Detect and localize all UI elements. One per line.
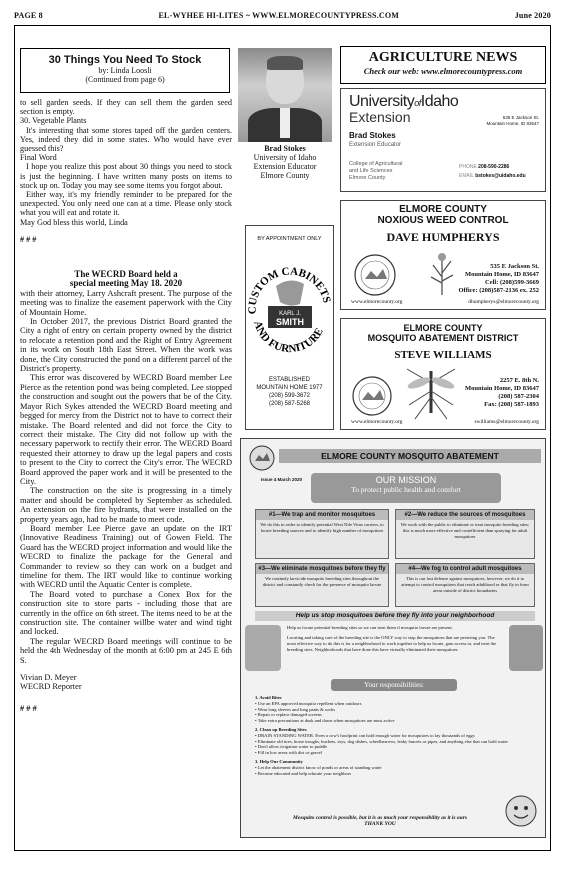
wecrd-title-line1: The WECRD Board held a [74, 269, 178, 279]
college-line: and Life Sciences [349, 168, 393, 174]
noxious-weed-ad [340, 200, 546, 310]
hand-illustration [276, 280, 304, 305]
wecrd-article [20, 270, 232, 713]
contact-name: STEVE WILLIAMS [394, 349, 492, 361]
tire-photo [245, 625, 281, 671]
abatement-contact [465, 377, 539, 409]
card-name: Brad Stokes [349, 131, 396, 140]
paragraph: The Board voted to purchase a Conex Box for the construction site to store parts - including those that are currently in the office on 6th street. The items need to be at the construction site. The container willbe water and wind tight and locked. [20, 589, 232, 637]
established-city: MOUNTAIN HOME 1977 [256, 385, 323, 391]
portrait-photo [238, 48, 332, 142]
fax-number: Fax: (208) 587-1893 [484, 401, 539, 408]
masthead-title: EL-WYHEE HI-LITES ~ WWW.ELMORECOUNTYPRESS.COM [158, 10, 400, 20]
mission-item-title: #3—We eliminate mosquitoes before they fly [256, 564, 388, 574]
phone-number: Cell: (208)599-3669 [485, 279, 539, 286]
county-seal-icon [351, 375, 393, 417]
reporter-name: Vivian D. Meyer [20, 673, 77, 683]
cabinets-logo [246, 246, 333, 366]
section-title: AGRICULTURE NEWS [368, 50, 518, 65]
page-header [14, 8, 551, 22]
paragraph: I hope you realize this post about 30 things you need to stock is just the beginning. I have written many posts on items to stock up on. Today you may see some items you forgot about. [20, 162, 232, 190]
mission-item-3 [255, 563, 389, 607]
article-title: 30 Things You Need To Stock [48, 54, 202, 66]
responsibilities-list: 1. Avoid Bites • Use an EPA approved mosquito repellent when outdoors • Wear long sleeves and long pants & socks • Repair or replace damaged screens • Take extra precautions at dusk and dawn when mosquitoes are most active 2. Clean up Breeding Sites • DRAIN STANDING WATER. Even a cow's hoofprint can hold enough water for mosquitoes to lay thousands of eggs • Eliminate old tires, horse troughs, buckets, toys, dog dishes, wheelbarrows, leaky faucets or pipes, and anything else that can hold water • Don't allow irrigation water to puddle • Fill in low areas with dirt or gravel 3. Help Our Community • Let the abatement district know of ponds or areas of standing water • Become educated and help educate your neighbors [255, 695, 535, 776]
smiley-mosquito-icon [503, 793, 539, 829]
signoff: May God bless this world, Linda [20, 217, 128, 227]
responsibility-item: Let the abatement district know of ponds or areas of standing water [257, 764, 382, 770]
email-address: bstokes@uidaho.edu [475, 173, 526, 179]
help-paragraph: Locating and taking care of the breeding site is the ONLY way to stop the mosquitoes that are pestering you. The most effective way to do this is for a neighborhood to work together to help us locate, gain access to, and treat the breeding sites. Neighborhoods that have done this have virtually eliminated their mosquitoes. [287, 635, 497, 652]
county-seal-icon [353, 253, 397, 297]
logo-word: Idaho [420, 93, 459, 110]
arc-text-top: CUSTOM CABINETS [246, 265, 333, 315]
address-line: Mountain Home, ID 83647 [464, 385, 539, 392]
ad-tagline: BY APPOINTMENT ONLY [257, 236, 322, 242]
county-seal-icon [249, 445, 275, 471]
county-line: Elmore County [349, 175, 386, 181]
responsibility-heading: 2. Clean up Breeding Sites [255, 726, 307, 732]
photo-caption [236, 144, 334, 180]
paragraph: This error was discovered by WECRD Board member Lee Pierce as the retention pond was being completed. Lee stopped the construction and sought out the powers that be of the City. Mayor Rich Sykes attended the WECRD Board meeting and begged for mercy from the District not to have to correct their mistake. The Board relented and did not force the City to correct their mistake. The City did not follow up with the necessary paperwork to rectify their error. The WECRD Board requested their attorney to draw up the legal papers and costs to present to the City to correct the City's error. The WECRD Board approved the paper work and it will be presented to the City. [20, 373, 232, 486]
caption-line: Elmore County [260, 171, 310, 180]
end-mark: # # # [20, 703, 37, 713]
wecrd-title-line2: special meeting May 18. 2020 [69, 278, 183, 289]
mission-item-1 [255, 509, 389, 559]
responsibility-item: Take extra precautions at dusk and dawn when mosquitoes are most active [257, 718, 395, 724]
college-line: College of Agricultural [349, 161, 403, 167]
phone-number: (208) 599-3672 [268, 393, 311, 399]
flyer-banner: ELMORE COUNTY MOSQUITO ABATEMENT [279, 449, 541, 463]
ad-heading: NOXIOUS WEED CONTROL [377, 215, 509, 226]
responsibility-item: Fill in low areas with dirt or gravel [257, 750, 322, 756]
card-role: Extension Educator [349, 142, 402, 148]
flyer-footer [255, 815, 505, 827]
phone-number: (208) 587-2304 [498, 393, 539, 400]
article-continued: (Continued from page 6) [85, 75, 165, 84]
address-line: Mountain Home, ID 83647 [486, 121, 539, 126]
responsibility-heading: 3. Help Our Community [255, 758, 303, 764]
footer-line: Mosquito control is possible, but it is as much your responsibility as it is ours [292, 815, 468, 821]
website: www.elmorecounty.org [351, 299, 403, 305]
phone-label: PHONE [459, 164, 477, 170]
email-address: dhumpherys@elmorecounty.org [468, 299, 539, 305]
agriculture-news-banner [340, 46, 546, 84]
things-article-body [20, 98, 232, 244]
office-address [486, 115, 539, 127]
mosquito-abatement-ad [340, 318, 546, 430]
help-heading: Help us stop mosquitoes before they fly into your neighborhood [255, 611, 535, 621]
phone-number: Office: (208)587-2136 ex. 252 [458, 287, 539, 294]
address-line: Mountain Home, ID 83647 [464, 271, 539, 278]
paragraph: to sell garden seeds. If they can sell them the garden seed section is empty. [20, 98, 232, 117]
address-line: 2257 E. 8th N. [499, 377, 539, 384]
paragraph: In October 2017, the previous District Board granted the City a right of entry on certain property owned by the district to relocate a retention pond and the Right of Entry Agreement in its work on South 18th East Street. When the work was done, the City constructed the pond on a different parcel of the District's property. [20, 317, 232, 374]
ad-heading: ELMORE COUNTY [403, 323, 483, 333]
college-name [349, 161, 403, 182]
email-label: EMAIL [459, 173, 474, 179]
responsibility-item: Wear long sleeves and long pants & socks [257, 706, 336, 712]
paragraph: Either way, it's my friendly reminder to be prepared for the unexpected. You only need one can at a time. Please only stock what you will eat and rotate it. [20, 190, 232, 218]
weed-contact [458, 263, 539, 295]
paragraph: It's interesting that some stores taped off the garden centers. Yes, indeed they did in some states. Who would have ever guessed this? [20, 125, 232, 154]
mission-title: OUR MISSION [375, 475, 437, 485]
ad-heading: ELMORE COUNTY [399, 204, 487, 215]
address-line: 535 E Jackson St. [502, 115, 539, 120]
paragraph: Board member Lee Pierce gave an update on the IRT (Innovative Readiness Training) out of Gowen Field. The Guard has the WECRD project information and would like the WECRD to finalize the package for the General and Commander to review so they can work on a budget and timeline for them. The IRT would like to continue working with WECRD until the Aquatic Center is complete. [20, 523, 232, 590]
responsibility-item: DRAIN STANDING WATER. Even a cow's hoofprint can hold enough water for mosquitoes to lay thousands of eggs [257, 732, 475, 738]
caption-name: Brad Stokes [264, 144, 306, 153]
established-label: ESTABLISHED [269, 377, 310, 383]
paragraph: 30. Vegetable Plants [20, 116, 87, 126]
responsibility-item: Use an EPA approved mosquito repellent when outdoors [257, 700, 362, 706]
extension-logo: Extension [349, 109, 411, 125]
phone-number: (208) 587-5268 [268, 401, 311, 407]
paragraph: The construction on the site is progressing in a timely matter and should be completed by September as scheduled. An extension on the fire hydrants, that were installed on the property years ago, had to be made to meet code. [20, 486, 232, 524]
mission-item-text: We do this in order to identify potential West Nile Virus carriers, to locate breeding sources and to identify high number of mosquitoes [260, 522, 384, 533]
reporter-title: WECRD Reporter [20, 682, 82, 692]
caption-line: Extension Educator [253, 162, 317, 171]
mission-subtitle: To protect public health and comfort [351, 485, 461, 494]
footer-thanks: THANK YOU [364, 821, 396, 827]
logo-word: University [349, 93, 415, 110]
mosquito-icon [401, 361, 461, 421]
email-address: swilliams@elmorecounty.org [474, 419, 539, 425]
name-last: SMITH [276, 317, 304, 327]
logo-word: of [414, 98, 421, 108]
responsibilities-heading: Your responsibilities: [331, 679, 457, 691]
paragraph-heading: Final Word [20, 153, 57, 163]
section-subtitle: Check our web: www.elmorecountypress.com [363, 66, 523, 76]
name-first: KARL J. [279, 311, 301, 317]
phone-number: 208-590-2286 [478, 164, 510, 170]
end-mark: # # # [20, 234, 37, 244]
responsibility-item: Don't allow irrigation water to puddle [257, 744, 328, 750]
horse-photo [509, 625, 543, 671]
responsibility-item: Repair or replace damaged screens [257, 712, 322, 718]
arc-text-bottom: AND FURNITURE [251, 319, 326, 356]
ad-heading: MOSQUITO ABATEMENT DISTRICT [367, 333, 519, 343]
issue-date: June 2020 [514, 10, 551, 20]
mission-item-title: #1—We trap and monitor mosquitoes [256, 510, 388, 520]
mission-item-title: #2—We reduce the sources of mosquitoes [396, 510, 534, 520]
contact-name: DAVE HUMPHERYS [386, 230, 500, 244]
paragraph: with their attorney, Larry Ashcraft present. The purpose of the meeting was to finalize the easement paperwork with the City of Mountain Home. [20, 288, 232, 317]
responsibility-heading: 1. Avoid Bites [255, 695, 282, 700]
address-line: 535 E Jackson St. [490, 263, 539, 270]
paragraph: The regular WECRD Board meetings will continue to be held the 4th Wednesday of the month at 6:00 pm at 245 E 6th S. [20, 636, 232, 665]
issue-label: Issue 4 March 2020 [261, 477, 303, 482]
website: www.elmorecounty.org [351, 419, 403, 425]
custom-cabinets-ad [245, 225, 334, 430]
caption-line: University of Idaho [253, 153, 317, 162]
mission-item-text: This is our last defense against mosquitoes, however, we do it to attempt to control mosquitoes that reach adulthood or that fly in from areas outside of district boundaries [401, 576, 529, 593]
mission-item-text: We routinely larvicide mosquito breeding sites throughout the district and constantly check for the presence of mosquito larvae [262, 576, 382, 587]
mission-item-4 [395, 563, 535, 607]
cabinets-contact [246, 376, 333, 408]
responsibility-item: Become educated and help educate your neighbors [257, 770, 352, 776]
weed-plant-icon [427, 247, 457, 297]
responsibility-item: Eliminate old tires, horse troughs, buckets, toys, dog dishes, wheelbarrows, leaky faucets or pipes, and anything else that can hold water [257, 738, 508, 744]
page-number: PAGE 8 [14, 10, 43, 20]
article-title-box [20, 48, 230, 93]
mission-item-text: We work with the public to eliminate or treat mosquito breeding sites; this is much more effective and costefficient than spraying for adult mosquitoes [400, 522, 530, 539]
help-paragraph: Help us locate potential breeding sites so we can treat them if mosquito larvae are present. [287, 625, 453, 630]
mission-item-2 [395, 509, 535, 559]
article-byline: by: Linda Loosli [98, 66, 152, 75]
mission-item-title: #4—We fog to control adult mosquitoes [396, 564, 534, 574]
mission-box [311, 473, 501, 503]
uidaho-business-card [340, 88, 546, 192]
card-contact [459, 163, 526, 181]
help-text [287, 625, 503, 653]
mosquito-flyer [240, 438, 546, 838]
